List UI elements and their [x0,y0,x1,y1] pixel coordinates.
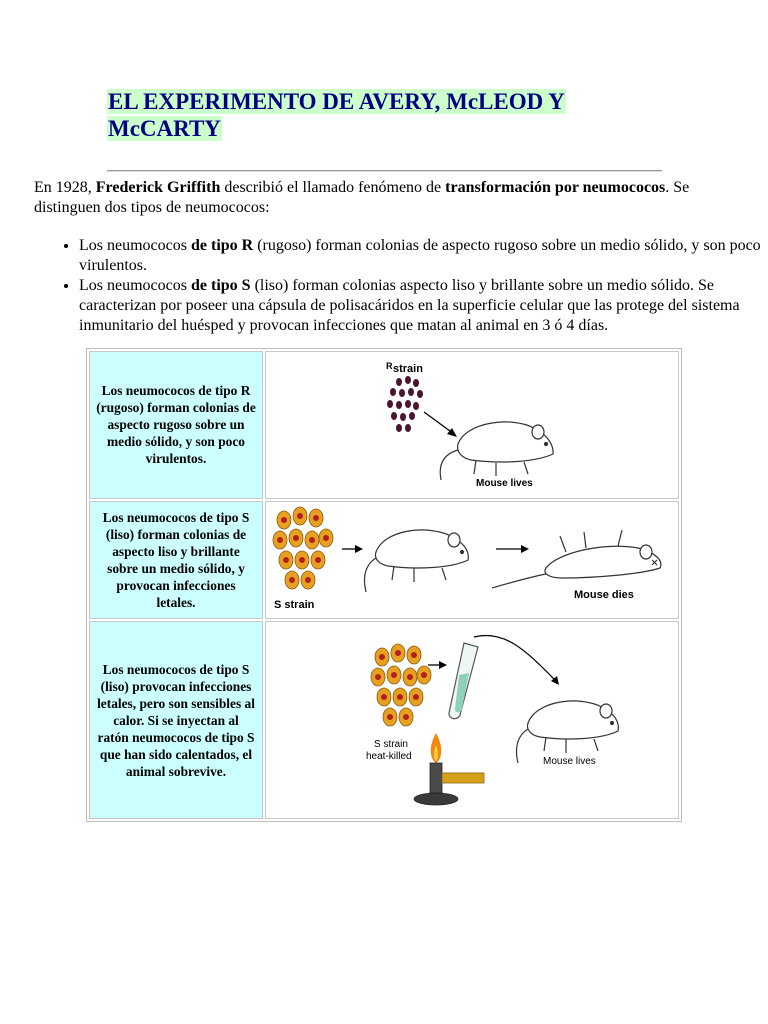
r-strain-cells-icon [387,376,423,432]
table-row [89,501,679,620]
arrow-icon [428,661,447,669]
row-description [89,501,263,620]
r-strain-illustration [265,351,679,499]
outcome-label: Mouse dies [574,588,634,601]
page-title-line-2: McCARTY [108,116,221,141]
table-row [89,351,679,499]
outcome-label: Mouse lives [543,755,596,767]
pneumococcus-types-list [34,236,768,336]
heat-killed-strain-illustration [265,621,679,819]
heat-killed-diagram [266,623,678,818]
s-strain-illustration [265,501,679,620]
list-text: (rugoso) forman colonias de aspecto rugoso sobre un medio sólido, y son poco virulentos. [79,237,761,274]
page-title-line-1: EL EXPERIMENTO DE AVERY, McLEOD Y [108,89,565,114]
row-description-text: Los neumococos de tipo S (liso) provocan infecciones letales, pero son sensibles al calor. Si se inyectan al ratón neumococos de tipo S que han sido calentados, el animal sobrevive. [97,661,255,779]
arrow-icon [496,545,529,553]
list-text: (liso) forman colonias aspecto liso y brillante sobre un medio sólido. Se caracterizan por poseer una cápsula de polisacáridos en la superficie celular que las protege del sistema inmunitario del huésped y provocan infecciones que matan al animal en 3 ó 4 días. [79,277,740,334]
arrow-icon [474,635,556,681]
table-row [89,621,679,819]
outcome-label: Mouse lives [476,478,533,490]
mouse-icon [516,700,618,762]
row-description [89,351,263,499]
row-description-text: Los neumococos de tipo S (liso) forman colonias de aspecto liso y brillante sobre un medio sólido, y provocan infecciones letales. [102,509,250,610]
list-item-type-s [79,276,768,336]
intro-bold-transformation: transformación por neumococos [445,179,666,196]
row-description-text: Los neumococos de tipo R (rugoso) forman colonias de aspecto rugoso sobre un medio sólido, y son poco virulentos. [96,383,256,467]
strain-label-line-2: heat-killed [366,750,412,762]
r-strain-diagram [266,352,678,497]
intro-paragraph [34,178,744,218]
list-text: Los neumococos [79,237,191,254]
list-item-type-r [79,236,768,276]
mouse-icon [440,422,553,480]
arrow-icon [342,545,363,553]
strain-label: S strain [274,598,315,611]
strain-letter-label: R [386,361,393,372]
arrow-icon [424,412,457,437]
dead-mouse-icon [492,530,661,588]
mouse-icon [364,530,468,592]
horizontal-rule [107,170,662,172]
test-tube-icon [449,643,478,719]
row-description [89,621,263,819]
intro-text: . Se distinguen dos tipos de neumococos: [34,179,690,216]
page-title [107,88,566,142]
list-bold: de tipo R [190,237,254,254]
strain-label: strain [393,363,423,376]
strain-label-line-1: S strain [374,738,408,750]
experiment-table [86,348,682,822]
intro-bold-griffith: Frederick Griffith [95,179,221,196]
list-bold: de tipo S [190,277,251,294]
intro-text: En 1928, [34,179,96,196]
list-text: Los neumococos [79,277,191,294]
bunsen-burner-icon [414,763,484,805]
intro-text: describió el llamado fenómeno de [220,179,446,196]
s-strain-diagram [266,502,678,618]
flame-icon [431,733,442,763]
